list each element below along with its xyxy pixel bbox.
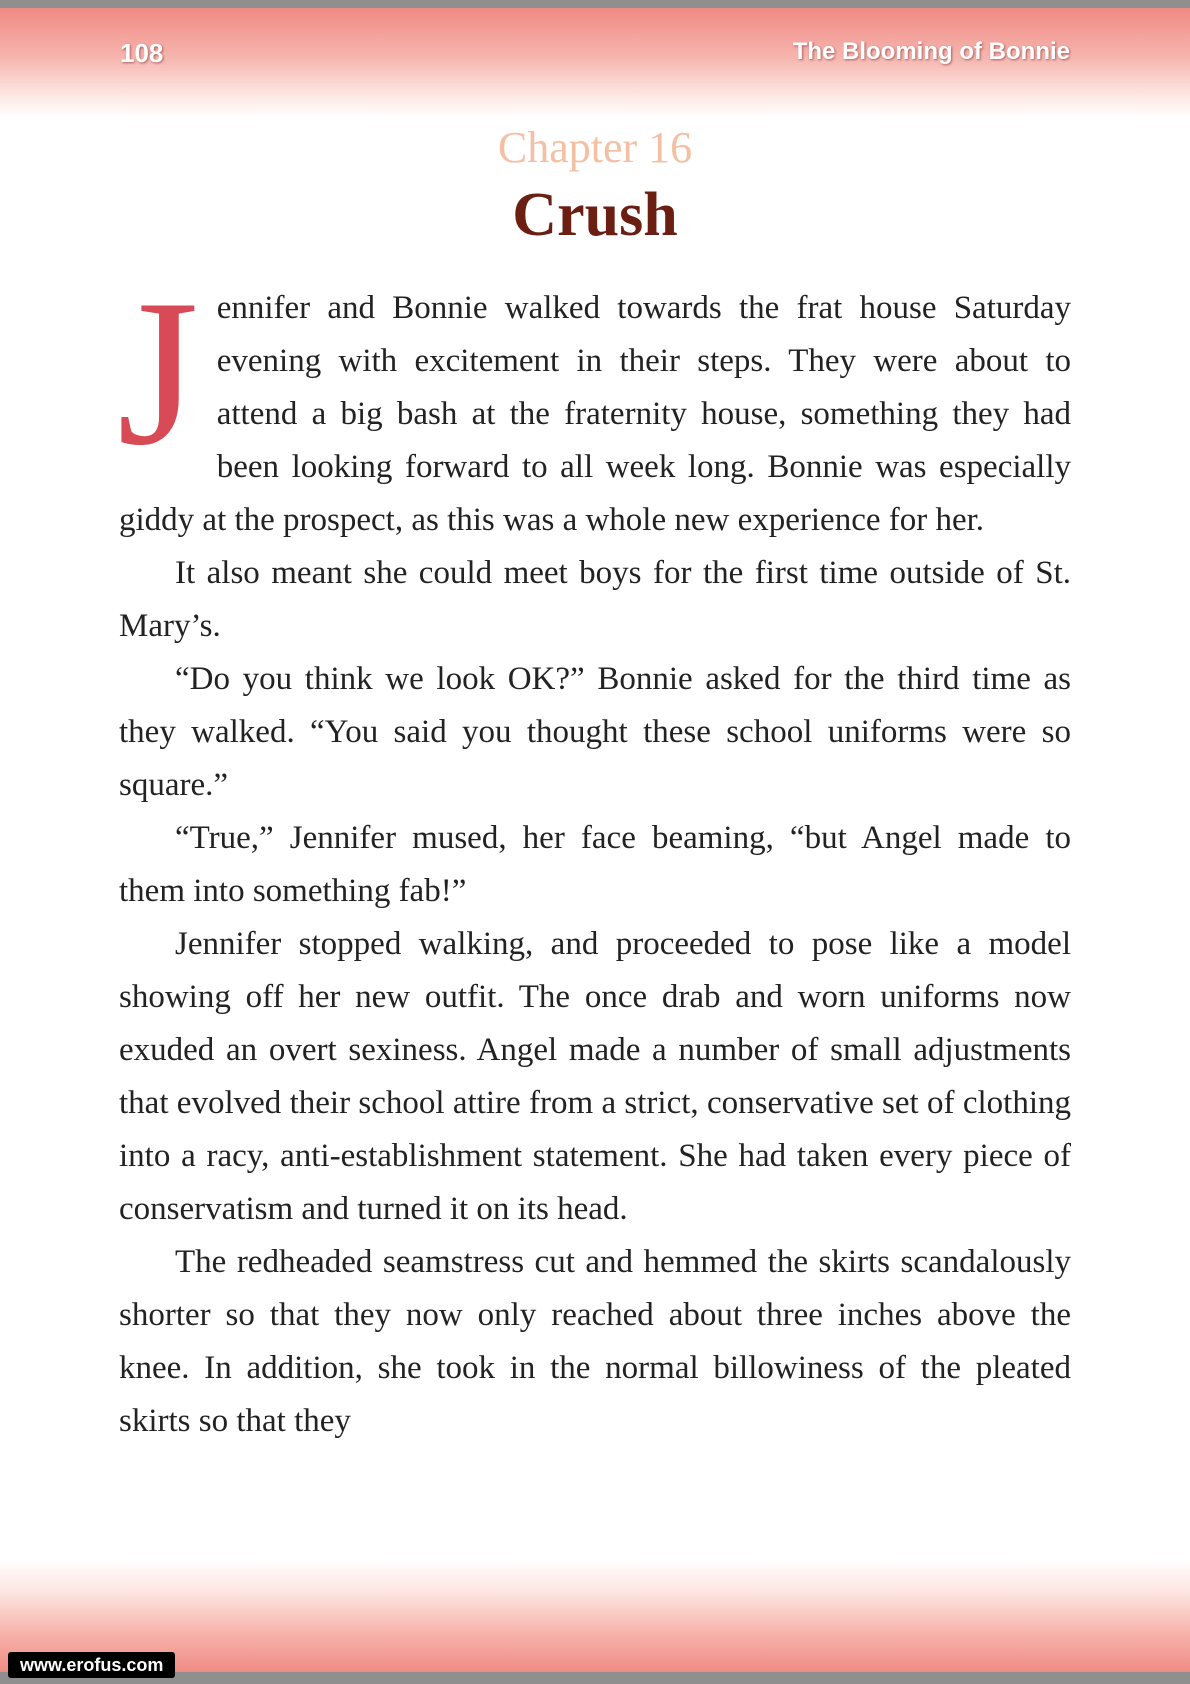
bottom-border-strip bbox=[0, 1672, 1190, 1684]
chapter-title: Crush bbox=[512, 181, 678, 249]
paragraph-2: It also meant she could meet boys for the first time outside of St. Mary’s. bbox=[119, 555, 1071, 644]
chapter-body bbox=[117, 257, 1071, 1448]
top-border-strip bbox=[0, 0, 1190, 8]
page-footer bbox=[0, 1560, 1190, 1672]
paragraph-5: Jennifer stopped walking, and proceeded to pose like a model showing off her new outfit. The once drab and worn uniforms now exuded an overt sexiness. Angel made a number of small adjustments that evolved their school attire from a strict, conservative set of clothing into a racy, anti-establishment statement. She had taken every piece of conservatism and turned it on its head. bbox=[119, 926, 1071, 1227]
paragraph-6: The redheaded seamstress cut and hemmed the skirts scandalously shorter so that they now only reached about three inches above the knee. In addition, she took in the normal billowiness of the pleated skirts so that they bbox=[119, 1244, 1071, 1439]
paragraph-4: “True,” Jennifer mused, her face beaming, “but Angel made to them into something fab!” bbox=[119, 820, 1071, 909]
chapter-label: Chapter 16 bbox=[497, 123, 693, 172]
watermark: www.erofus.com bbox=[8, 1652, 175, 1678]
page-number: 108 bbox=[120, 38, 164, 68]
running-book-title: The Blooming of Bonnie bbox=[792, 38, 1070, 65]
drop-cap: J bbox=[117, 257, 199, 489]
paragraph-3: “Do you think we look OK?” Bonnie asked for the third time as they walked. “You said you thought these school uniforms were so square.” bbox=[119, 661, 1071, 803]
paragraph-1-text: ennifer and Bonnie walked towards the frat house Saturday evening with excitement in their steps. They were about to attend a big bash at the fraternity house, something they had been looking forward to all week long. Bonnie was especially giddy at the prospect, as this was a whole new experience for her. bbox=[119, 290, 1071, 538]
paragraph-1 bbox=[117, 257, 1071, 547]
page-header bbox=[0, 8, 1190, 118]
